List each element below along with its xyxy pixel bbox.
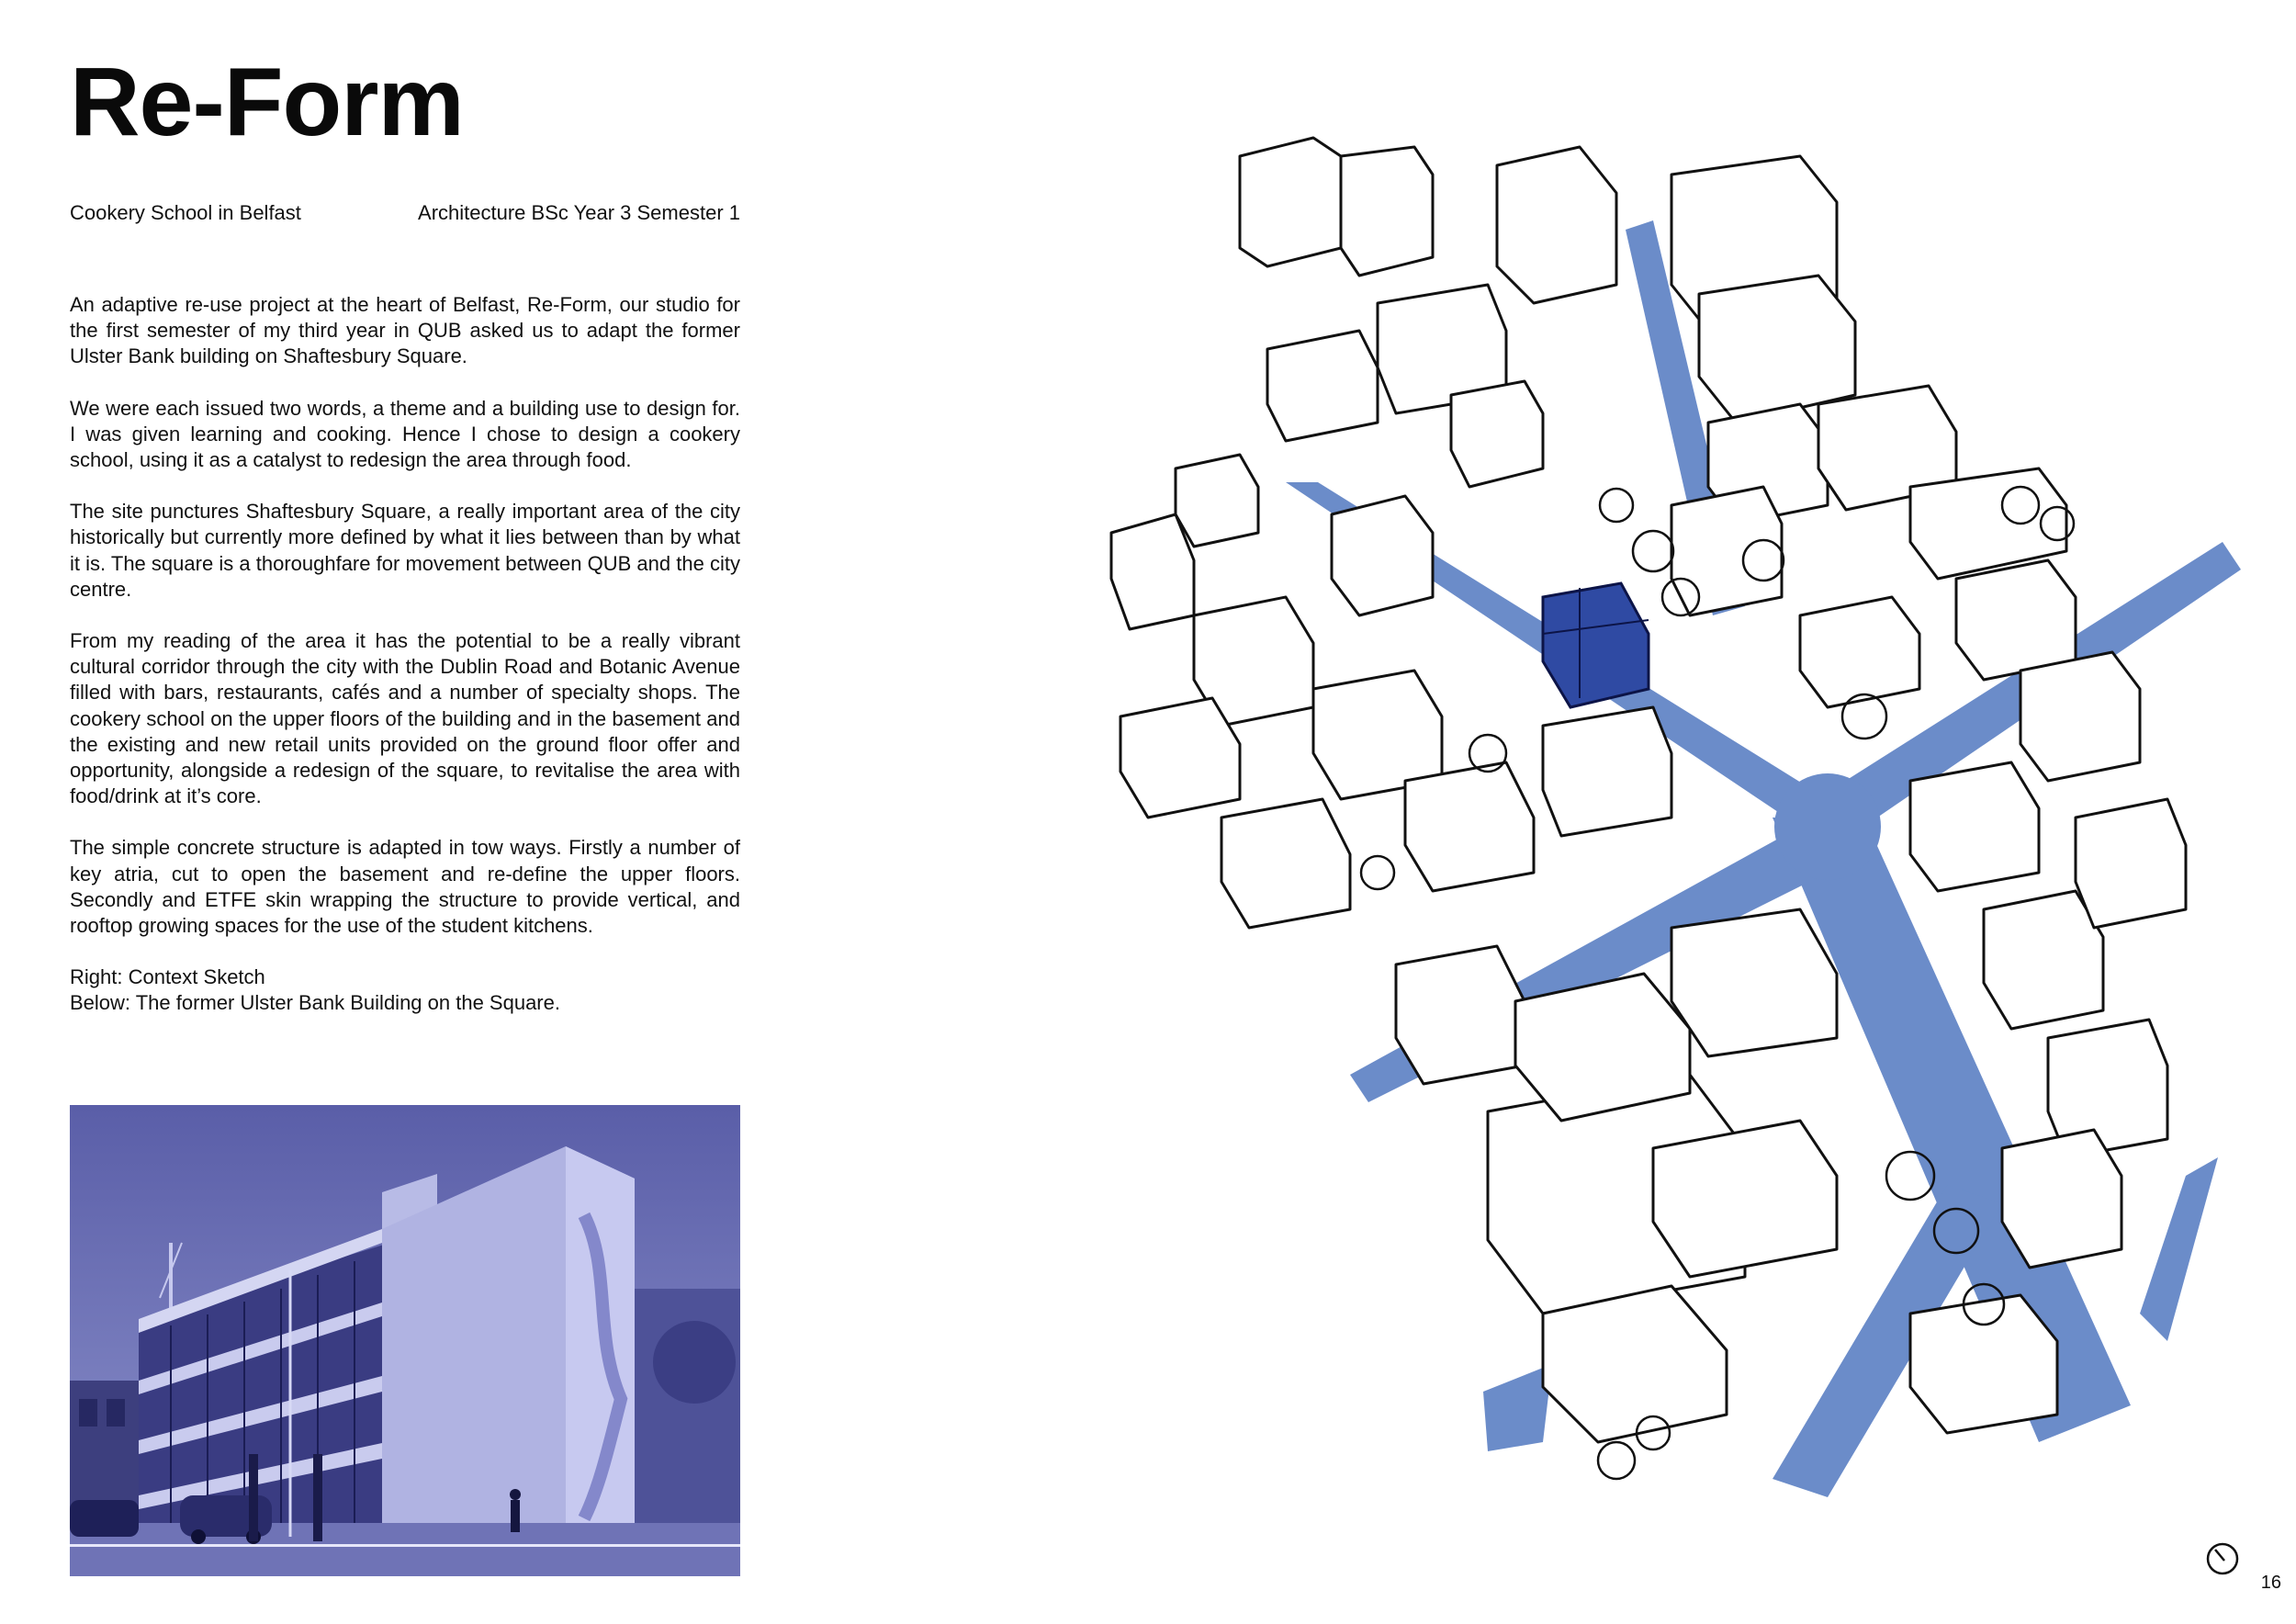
- context-sketch: [1102, 119, 2259, 1534]
- paragraph-intro: An adaptive re-use project at the heart of Belfast, Re-Form, our studio for the first semester of my third year in QUB asked us to adapt the former Ulster Bank building on Shaftesbury Square.: [70, 293, 740, 368]
- paragraph-site: The site punctures Shaftesbury Square, a really important area of the city historically but currently more defined by what it lies between than by what it is. The square is a thoroughfare for movement between QUB and the city centre.: [70, 500, 740, 601]
- clock-icon: [2204, 1540, 2241, 1577]
- page-number: 16: [2260, 1573, 2281, 1593]
- road-south-east: [2140, 1157, 2218, 1341]
- sketch-buildings: [1111, 138, 2186, 1442]
- ulster-bank-photo-drawing: [70, 1105, 740, 1576]
- caption-right: Right: Context Sketch: [70, 965, 265, 989]
- paragraph-structure: The simple concrete structure is adapted in tow ways. Firstly a number of key atria, cut to open the basement and re-define the upper floors. Secondly and ETFE skin wrapping the structure to provide vertical, and rooftop growing spaces for the use of the student kitchens.: [70, 836, 740, 938]
- site-building: [1543, 583, 1649, 707]
- page-title: Re-Form: [70, 48, 464, 156]
- ulster-bank-photo: [70, 1105, 740, 1576]
- course-subtitle: Architecture BSc Year 3 Semester 1: [418, 201, 740, 224]
- paragraph-brief: We were each issued two words, a theme and a building use to design for. I was given learning and cooking. Hence I chose to design a cookery school, using it as a catalyst to redesign the area through food.: [70, 396, 740, 472]
- captions: [70, 964, 740, 1016]
- paragraph-potential: From my reading of the area it has the potential to be a really vibrant cultural corridor through the city with the Dublin Road and Botanic Avenue filled with bars, restaurants, cafés and a number of specialty shops. The cookery school on the upper floors of the building and in the basement and the existing and new retail units provided on the ground floor offer and opportunity, alongside a redesign of the square, to revitalise the area with food/drink at it’s core.: [70, 629, 740, 808]
- body-text: [70, 292, 740, 1017]
- square-centre: [1774, 773, 1881, 880]
- caption-below: Below: The former Ulster Bank Building on the Square.: [70, 991, 560, 1015]
- project-subtitle: Cookery School in Belfast: [70, 201, 301, 224]
